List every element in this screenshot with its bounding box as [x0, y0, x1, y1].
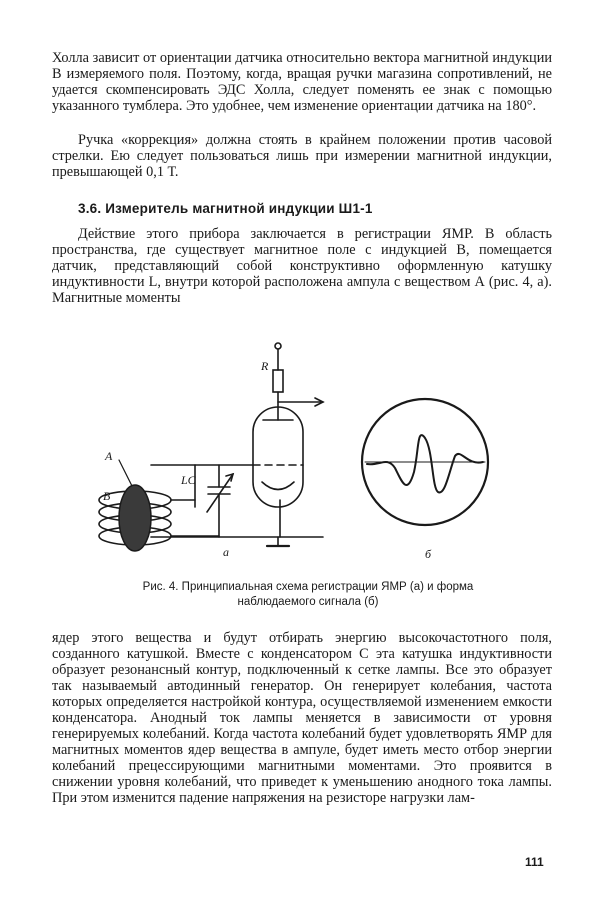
paragraph-correction-knob: Ручка «коррекция» должна стоять в крайнем положении против часовой стрелки. Ею следует пользоваться лишь при измерении магнитной индукции, превышающей 0,1 Т. — [52, 132, 552, 180]
label-a-sample: A — [105, 449, 113, 463]
vacuum-tube — [253, 407, 303, 507]
tube-cathode — [262, 482, 294, 490]
page-number: 111 — [525, 855, 544, 869]
resistor-r — [273, 370, 283, 392]
paragraph-autodyne-generator: ядер этого вещества и будут отбирать энергию высокочастотного поля, созданного катушкой. Вместе с конденсатором С эта катушка индуктивности образует резонансный контур, подключенный к сетке лампы. Все это образует так называемый автодинный генератор. Он генерирует колебания, частота которых определяется настройкой контура, осуществляемой изменением емкости конденсатора. Анодный ток лампы меняется в зависимости от уровня генерируемых колебаний. Когда частота колебаний будет удовлетворять ЯМР для магнитных моментов ядер вещества в ампуле, будет иметь место отбор энергии колебаний прецессирующими магнитными моментами. Это проявится в снижении уровня колебаний, что приведет к уменьшению анодного тока лампы. При этом изменится падение напряжения на резисторе нагрузки лам- — [52, 630, 552, 806]
figure-caption: Рис. 4. Принципиальная схема регистрации ЯМР (а) и форма наблюдаемого сигнала (б) — [142, 581, 474, 608]
terminal-node — [275, 343, 281, 349]
variable-capacitor-arrow — [207, 474, 233, 512]
label-panel-b: б — [425, 547, 432, 561]
sample-ampule — [119, 485, 151, 551]
figure-4-drawing — [95, 332, 515, 572]
paragraph-nmr-principle: Действие этого прибора заключается в регистрации ЯМР. В область пространства, где существует магнитное поле с индукцией В, помещается датчик, представляющий собой конструктивно оформленную катушку индуктивности L, внутри которой расположена ампула с веществом А (рис. 4, а). Магнитные моменты — [52, 226, 552, 306]
label-panel-a: а — [223, 545, 229, 559]
label-lc: LC — [181, 473, 196, 487]
nmr-signal-oscillogram — [362, 399, 488, 525]
section-heading: 3.6. Измеритель магнитной индукции Ш1-1 — [78, 201, 373, 216]
label-r: R — [261, 359, 269, 373]
figure-4 — [95, 332, 515, 572]
label-b-induction: B — [103, 489, 111, 503]
nmr-signal-curve — [367, 435, 483, 492]
paragraph-hall-sensor: Холла зависит от ориентации датчика относительно вектора магнитной индукции В измеряемого поля. Поэтому, когда, вращая ручки магазина сопротивлений, не удается скомпенсировать ЭДС Холла, следует поменять ее знак с помощью указанного тумблера. Это удобнее, чем изменение ориентации датчика на 180°. — [52, 50, 552, 114]
